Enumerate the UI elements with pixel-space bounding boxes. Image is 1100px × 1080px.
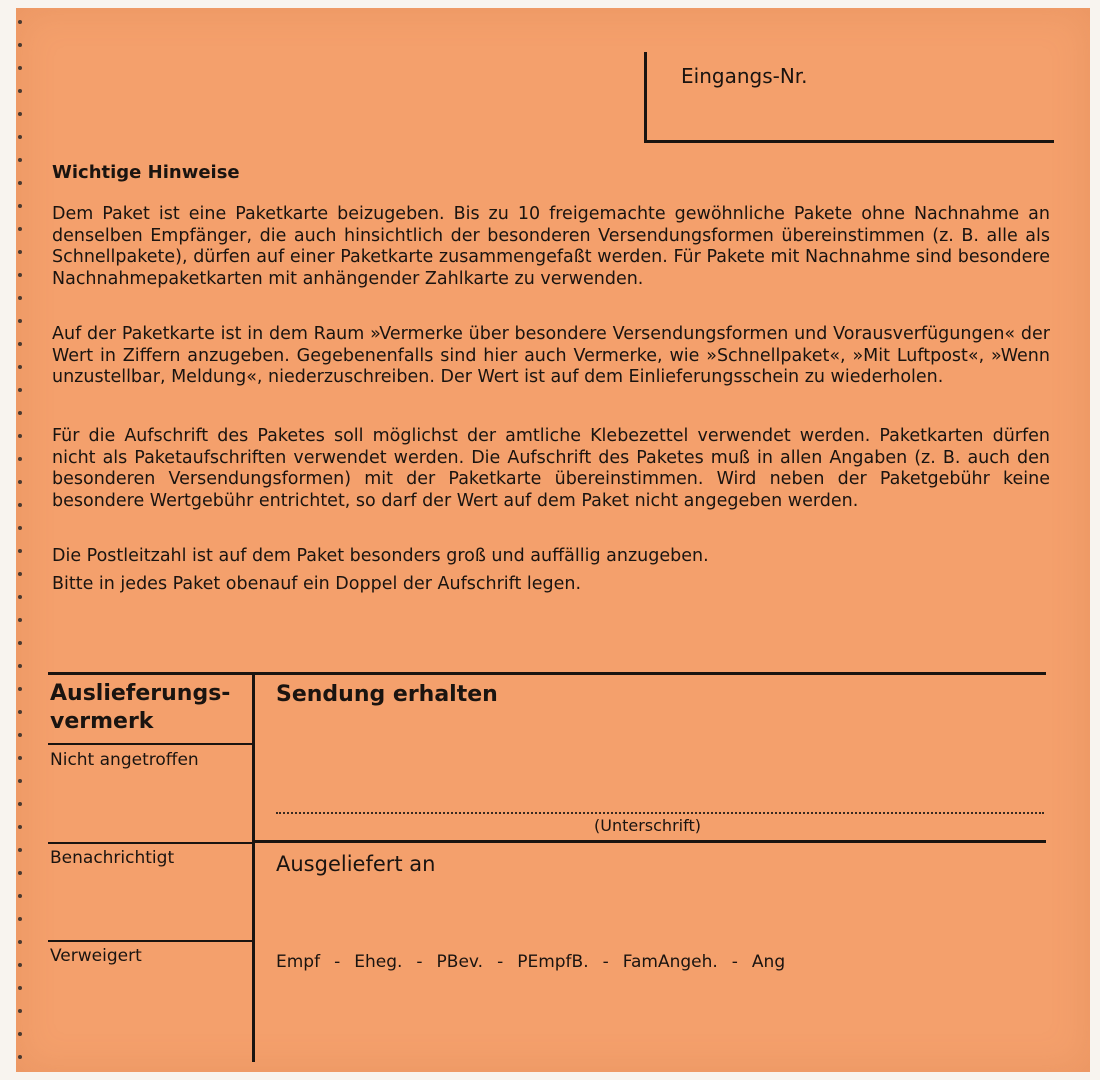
perforation-dot [18,894,22,898]
perforation-dot [18,411,22,415]
perforation-dot [18,204,22,208]
sendung-erhalten-heading: Sendung erhalten [276,682,498,707]
option-separator: - [497,952,504,972]
recipient-option: PEmpfB. [517,952,589,972]
table-column-divider [252,672,255,1062]
perforation-dot [18,135,22,139]
option-separator: - [416,952,423,972]
perforation-dot [18,89,22,93]
hinweise-title: Wichtige Hinweise [52,162,240,183]
perforation-dot [18,618,22,622]
left-row-divider [48,842,252,844]
hinweis-paragraph: Für die Aufschrift des Paketes soll möglichst der amtliche Klebezettel verwendet werden. Paketkarten dürfen nicht als Paketaufschriften verwendet werden. Die Aufschrift des Paketes muß in allen Angaben (z. B. auch den besonderen Versendungsformen) mit der Paketkarte übereinstimmen. Wird neben der Paketgebühr keine besondere Wertgebühr entrichtet, so darf der Wert auf dem Paket nicht angegeben werden. [52,426,1050,511]
paketkarte-card [16,8,1090,1072]
recipient-option: Eheg. [354,952,403,972]
perforation-dot [18,43,22,47]
verweigert-label: Verweigert [50,946,142,966]
perforation-dot [18,1055,22,1059]
hinweis-paragraph: Dem Paket ist eine Paketkarte beizugeben. Bis zu 10 freigemachte gewöhnliche Pakete ohne Nachnahme an denselben Empfänger, die auch hinsichtlich der besonderen Versendungsformen übereinstimmen (z. B. alle als Schnellpakete), dürfen auf einer Paketkarte zusammengefaßt werden. Für Pakete mit Nachnahme sind besondere Nachnahmepaketkarten mit anhängender Zahlkarte zu verwenden. [52,204,1050,289]
perforation-dot [18,181,22,185]
perforation-dot [18,342,22,346]
benachrichtigt-label: Benachrichtigt [50,848,175,868]
perforation-dot [18,227,22,231]
recipient-option: FamAngeh. [622,952,718,972]
perforation-dot [18,549,22,553]
perforation-dot [18,802,22,806]
table-top-rule [48,672,1046,675]
eingangs-nr-box [644,52,1054,143]
perforation-dot [18,756,22,760]
recipient-option: Empf [276,952,321,972]
right-row-divider [252,840,1046,843]
perforation-dot [18,986,22,990]
perforation-dot [18,20,22,24]
perforation-dot [18,112,22,116]
perforation-dot [18,595,22,599]
perforation-dot [18,664,22,668]
perforation-dot [18,825,22,829]
auslieferungsvermerk-title: Auslieferungs-vermerk [50,681,231,734]
option-separator: - [731,952,738,972]
perforation-dot [18,66,22,70]
perforation-dot [18,503,22,507]
perforation-dot [18,710,22,714]
perforation-dot [18,572,22,576]
eingangs-nr-label: Eingangs-Nr. [681,64,808,88]
hinweis-paragraph: Die Postleitzahl ist auf dem Paket besonders groß und auffällig anzugeben. [52,546,709,566]
perforation-dot [18,250,22,254]
perforation-dot [18,940,22,944]
ausgeliefert-an-heading: Ausgeliefert an [276,852,436,876]
perforation-dot [18,526,22,530]
recipient-options [276,952,799,972]
nicht-angetroffen-label: Nicht angetroffen [50,750,199,770]
perforation-dot [18,917,22,921]
perforation-dot [18,480,22,484]
perforation-dot [18,733,22,737]
perforation-dot [18,1032,22,1036]
perforation-dot [18,963,22,967]
option-separator: - [602,952,609,972]
hinweis-paragraph: Auf der Paketkarte ist in dem Raum »Vermerke über besondere Versendungsformen und Vorausverfügungen« der Wert in Ziffern anzugeben. Gegebenenfalls sind hier auch Vermerke, wie »Schnellpaket«, »Mit Luftpost«, »Wenn unzustellbar, Meldung«, niederzuschreiben. Der Wert ist auf dem Einlieferungsschein zu wiederholen. [52,324,1050,387]
perforation-dot [18,319,22,323]
option-separator: - [334,952,341,972]
perforation-dot [18,388,22,392]
perforation-dot [18,871,22,875]
perforation-dot [18,273,22,277]
unterschrift-label: (Unterschrift) [594,816,701,835]
perforation-dot [18,434,22,438]
hinweis-paragraph: Bitte in jedes Paket obenauf ein Doppel der Aufschrift legen. [52,574,582,594]
recipient-option: Ang [751,952,786,972]
perforation-dot [18,848,22,852]
perforation-dot [18,687,22,691]
perforation-dot [18,457,22,461]
left-row-divider [48,940,252,942]
perforation-dot [18,158,22,162]
signature-line[interactable] [276,812,1044,814]
perforation-edge [16,8,30,1072]
perforation-dot [18,296,22,300]
perforation-dot [18,779,22,783]
recipient-option: PBev. [436,952,484,972]
perforation-dot [18,365,22,369]
left-row-divider [48,743,252,745]
perforation-dot [18,1009,22,1013]
perforation-dot [18,641,22,645]
